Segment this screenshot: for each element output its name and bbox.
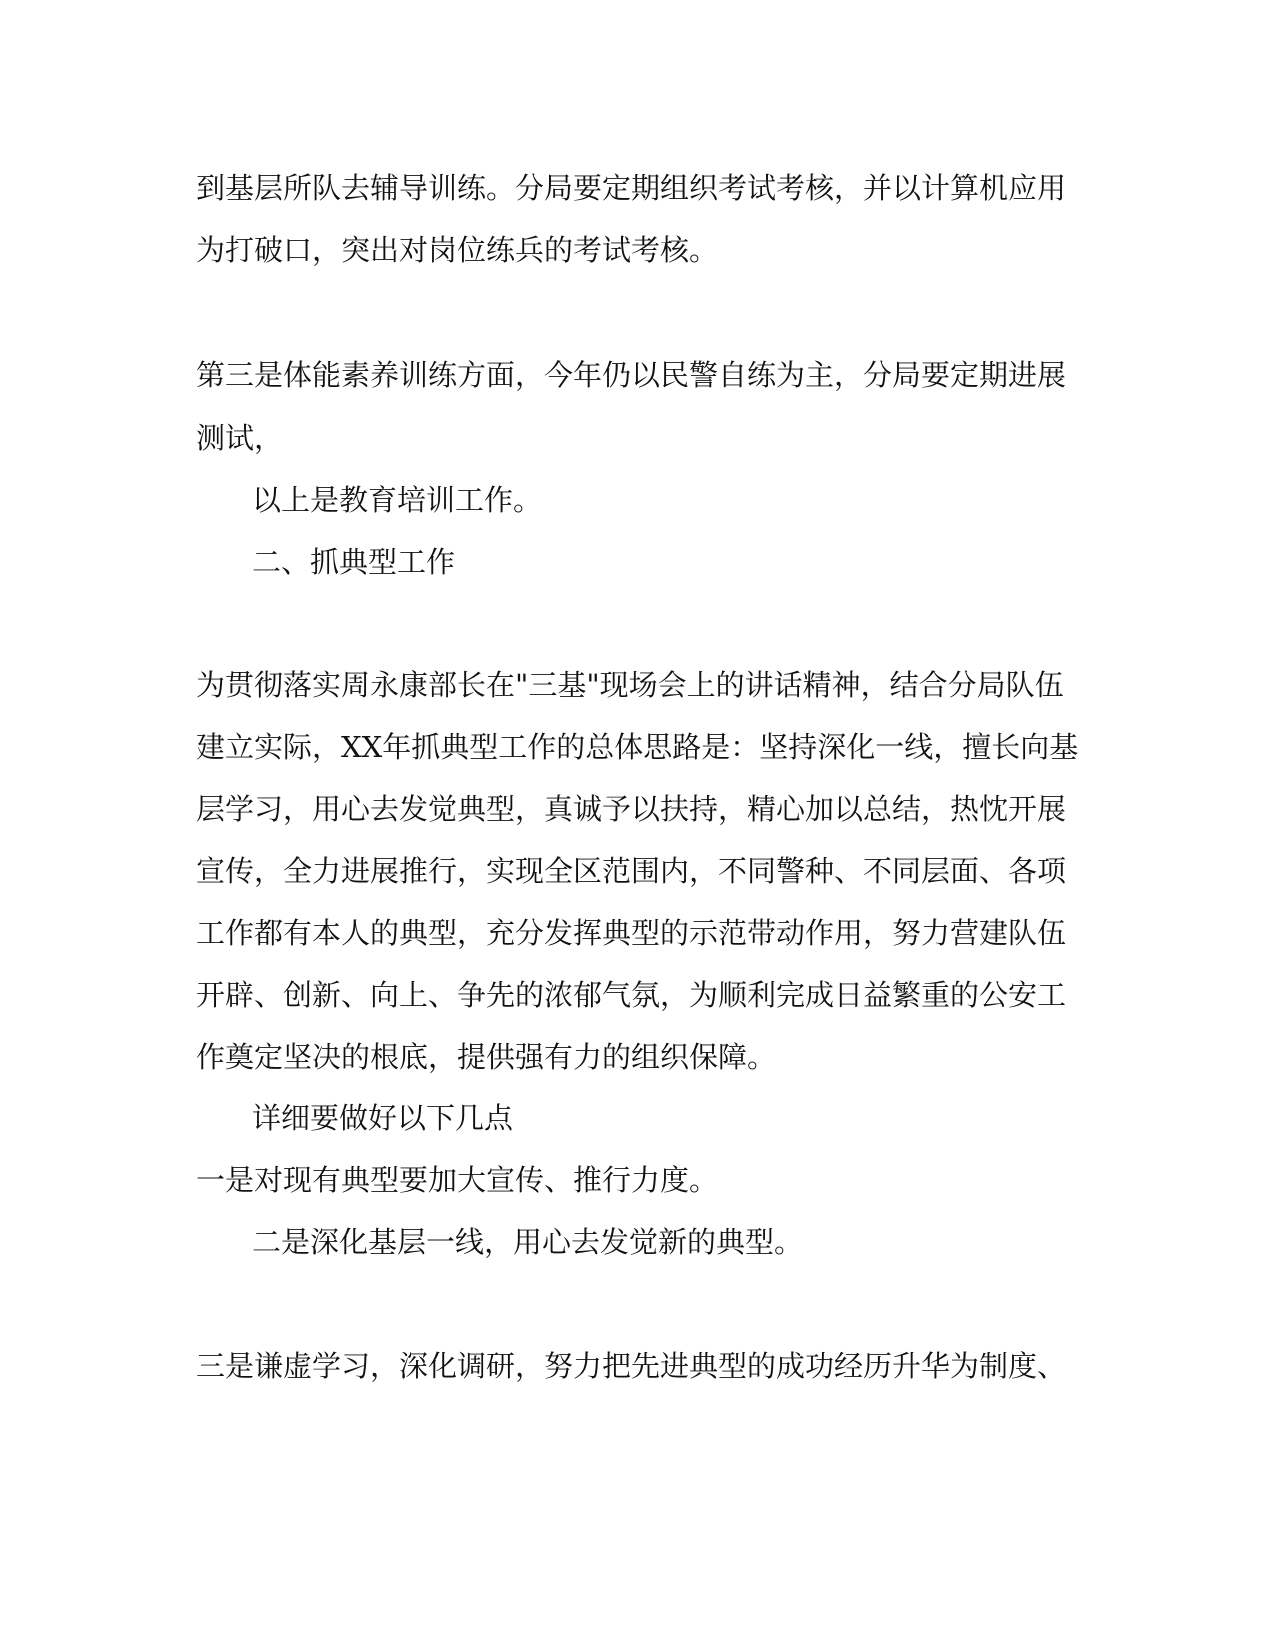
text-line: 三是谦虚学习，深化调研，努力把先进典型的成功经历升华为制度、: [196, 1349, 1067, 1383]
text-line: 详细要做好以下几点: [252, 1101, 514, 1135]
text-line: 开辟、创新、向上、争先的浓郁气氛，为顺利完成日益繁重的公安工: [196, 978, 1067, 1012]
text-line: 为贯彻落实周永康部长在"三基"现场会上的讲话精神，结合分局队伍: [196, 668, 1064, 702]
text-line: 为打破口，突出对岗位练兵的考试考核。: [196, 233, 719, 267]
text-line: 第三是体能素养训练方面，今年仍以民警自练为主，分局要定期进展: [196, 358, 1067, 392]
text-line: 作奠定坚决的根底，提供强有力的组织保障。: [196, 1040, 777, 1074]
text-line: 建立实际，XX年抓典型工作的总体思路是：坚持深化一线，擅长向基: [196, 730, 1079, 764]
text-line: 宣传，全力进展推行，实现全区范围内，不同警种、不同层面、各项: [196, 854, 1067, 888]
text-line: 一是对现有典型要加大宣传、推行力度。: [196, 1163, 719, 1197]
text-line: 测试，: [196, 421, 284, 455]
text-line: 二是深化基层一线，用心去发觉新的典型。: [252, 1225, 804, 1259]
text-line: 到基层所队去辅导训练。分局要定期组织考试考核，并以计算机应用: [196, 171, 1067, 205]
text-line: 层学习，用心去发觉典型，真诚予以扶持，精心加以总结，热忱开展: [196, 792, 1067, 826]
text-line: 以上是教育培训工作。: [252, 483, 543, 517]
section-heading: 二、抓典型工作: [252, 545, 456, 579]
text-line: 工作都有本人的典型，充分发挥典型的示范带动作用，努力营建队伍: [196, 916, 1067, 950]
